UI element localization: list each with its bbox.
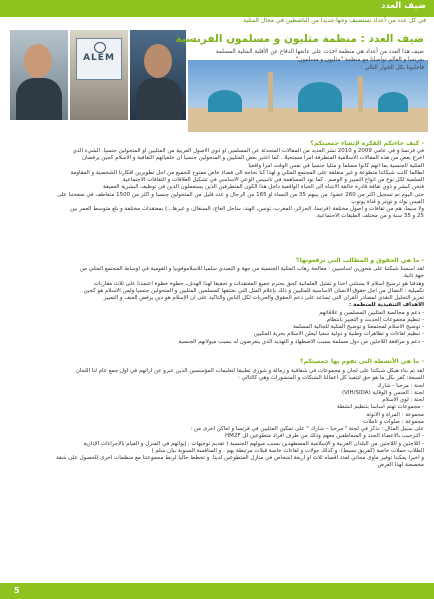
photo-member-1	[10, 30, 68, 120]
answer-line: في فرنسا و في عامي 2009 و 2010 نشر العديد من المقالات المتحدثة عن المسلمين او ذوي الاصول العربية من المثليين او المتحولين جنسيا. الشيء الذي	[72, 148, 424, 154]
answer-line: اخرج بعض من هذه المقالات الاسلامية المتطرفة أمرا مستحيلا . كما اعتبر بعض المثليين و المتحولين جنسيا ان خلفياتهم الثقافية و الاسلام كجين يرفضان	[81, 155, 424, 162]
guest-photos	[10, 30, 186, 120]
answer-line: الاهداف التنفيذية للمنظمة :	[348, 302, 424, 309]
answer-line: - دعم و مرافقة اللاجئين من دول مسلمة بسبب الاضطهاد و التهديد الذي يتعرضون له بسبب ميولاتهم الجنسية	[178, 338, 424, 345]
person-face	[144, 44, 172, 78]
answer-line: - مجموعات تهتم أساسا بتنظيم أنشطة	[337, 404, 424, 411]
answer-paragraph	[10, 266, 424, 346]
answer-line: الطلاب حملات خاصة (كفريق نسيط). و كذلك جولات و لقاءات خاصة قبلات مرتبطة بهم . و المنافسة السنوية بيان سلم )	[151, 447, 424, 454]
mosque-dome	[378, 92, 408, 112]
answer-line: - تنظيم لقاءات و تظاهرات وطنية و دولية سعيا ليعلن الاسلام بحرية المثليين	[253, 331, 424, 338]
answer-line: تعزيز التحليل النقدي لمصادر القرآن التي تساعد على دعم الحقوق والحريات لكل الناس والتأكيد على ان الإسلام هو دين يرفض العنف و التمييز	[103, 295, 424, 301]
answer-line: 25 و 35 سنة و من مختلف الطبقات الاجتماعية.	[315, 213, 424, 220]
answer-line: - دعم و مجالسة المثليين المسلمين و علاقاتهم	[319, 309, 424, 316]
intro-line: ضيف هذا العدد من أعداد هي منظمة اخذت على عاتقها الدفاع عن الأقلية المثلية المسلمة بفرنسا و العالم تواصلنا مع منظمة "مثليون و مسلمون"	[215, 49, 424, 64]
article-intro	[204, 48, 424, 73]
section-title: ضيف العدد	[381, 1, 426, 11]
intro-line: فأجابونا بكل الحوار التالي :	[360, 65, 424, 72]
answer-line: لجنة : الجنس و الوقاية (VIH/SIDA)	[341, 389, 424, 396]
mosque-minaret	[358, 76, 363, 112]
answer-paragraph	[10, 368, 424, 470]
answer-line: السبعة: كفر بكل ما هو حق لتنفيذ كل اعمالنا الشبكات و المنشورات وهي كالتالي :	[237, 375, 424, 382]
answer-line: فنحن كبشر و ذوي ثقافة قادرة خالقة الانتباه الى الحياة الواقعية داخل هذا الكون المتطرفين الذين يستعملون الدين في توظيف البشرية العميقة	[103, 184, 424, 191]
footer-bar	[0, 583, 434, 599]
answer-line: - تنظيم مجموعات الحديث و التعبير بانتظام	[326, 316, 424, 323]
answer-line: - توضيح الاسلام لمجتمعنا و توضيح المثلية للجالية المسلمة	[292, 324, 424, 330]
answer-line: لجنة : مرحبا - شارك	[377, 382, 424, 389]
answer-line: مخصصة لهذا الغرض	[377, 462, 424, 469]
answer-line: - اللاجئين و اللاجئين من البلدان العربية و الإسلامية المضطهدين بسبب ميولهم الجنسية ( تقديم توجيهات , إيوائهم في المنزل و القيام بالإجراءات الإدارية	[83, 440, 424, 447]
person-face	[24, 44, 52, 78]
header-bar	[0, 0, 434, 17]
organisation-banner	[76, 38, 122, 80]
answer-paragraph	[10, 148, 424, 221]
answer-line: ولا سيما، هم من ثقافات و أصول مختلفة (فرنسا، الجزائر، المغرب، تونس، الهند، ساحل العاج، السنغال، و غيرها...) بمعتقدات مختلفة و بلغ متوسط العمر بين	[70, 206, 424, 212]
answer-line: لطالما كانت شبكاتنا متطوعة و غير منغلقة على المجتمع المثلي و لهذا كنا نحاجة الى فضاء خاص مفتوح للجميع من اجل تطويرين أفكارنا الشخصية و المقاومة	[70, 169, 424, 176]
section-subtitle: في كل عدد من أعداد نستضيف وجها جديدا من الناشطين في مجال المثلية	[243, 17, 426, 24]
mosque-dome	[298, 82, 342, 112]
answer-line: لقد تم بناء هيكل شبكتنا على لجان و مجموعات في شفافية و زمالة و شورى تطبيقا لتعليمات المؤسسين الذين عبرو عن ارائهم في أول جمع عام لنا اللجان	[75, 368, 424, 374]
answer-line: السلمية لكل نوع من انواع التمييز و الوصم . كما نود المساهمة في تأسيس الوعي الأساسي في تشكيل العلاقات و الثقافات الاجتماعية	[122, 177, 424, 183]
question-heading: - ما هي الأنشطة التي تقوم بها جمعيتكم؟	[300, 358, 424, 365]
answer-line: مجموعة : المرأة و الأنوثة	[366, 411, 424, 418]
question-heading: - ما هي الحقوق و المطالب التي ترفعونها؟	[296, 257, 424, 264]
answer-line: لجنة : لوي الاسلام	[382, 397, 424, 403]
page-number: 5	[14, 586, 20, 595]
answer-line: جهة ثانية.	[402, 273, 424, 280]
photo-banner	[70, 30, 128, 120]
answer-line: الفيس بوك و تويتر و قناة يوتوب	[351, 198, 424, 205]
answer-line: و أخيرا يمكننا توفير مأوى مجاني لعدد أقصاه ثلاث أو أربعة أشخاص في منازل المتطوعين لدينا. و تخطط حاليا لربط مجموعتنا مع منظمات اخرى للحصول على شقة	[56, 455, 424, 461]
answer-line: حتى اليوم تم تسجيل أكثر من 260 عضوا. من بينهم 35 من النساء أو 165 من الرجال و عدد قليل من المتحولين جنسيا و أكثر من 1500 متعاطف في صفحتنا على	[57, 191, 424, 198]
person-body	[136, 78, 182, 120]
person-body	[16, 78, 62, 120]
question-heading: - كيف جاءتكم الفكرة لإنشاء جمعيتكم؟	[310, 140, 424, 147]
mosque-minaret	[268, 72, 273, 112]
answer-line: - الترحيب بالاعضاء الجدد و المتعاطفين معهم وذلك من طرف أفراد متطوعين لل HM2F	[225, 433, 424, 440]
answer-line: لقد أسسنا شبكتنا على محورين أساسيين : معالجة رهاب المثلية الجنسية من جهة و التصدي سلميا للاسلاموفوبيا و القومية في أوساط المجتمع المثلي من	[79, 266, 424, 272]
answer-line: تكميلية : النضال من اجل حقوق الانسان الاساسية للمثليين و ذلك بإعلام المثل التي نعتنقها كمسلمين المثليين و المتحولين جنسيا ولمن الاسلام هو كجين	[83, 287, 424, 294]
answer-line: على سبيل المثال : نذكر في لجنة " مرحبا – شارك " على تمكين المثليين في فرنسا و أماكن اخرى من :	[190, 426, 424, 432]
answer-line: المثلية الجنسية بما انهم كانوا مسلما و مثليا جنسيا في نفس الوقت أمرا واقعيا	[248, 162, 424, 169]
banner-logo-icon	[94, 42, 106, 53]
banner-text: ALEM	[83, 53, 115, 63]
answer-line: مجموعة : صلوات و تأملات	[363, 418, 424, 425]
answer-line: وهدفنا هو ترسيخ اسلام لا يستثني احدا و تمثيل العلمانية كحق يحترم جميع المعتقدات و تحقيقا لهذا الهدف، خطوة خطوة اعتمدنا على ثلاث مقاربات	[93, 280, 424, 287]
article-title: ضيف العدد : منظمة مثليون و مسلمون الفرنسية	[175, 33, 424, 45]
mosque-dome	[208, 90, 242, 112]
